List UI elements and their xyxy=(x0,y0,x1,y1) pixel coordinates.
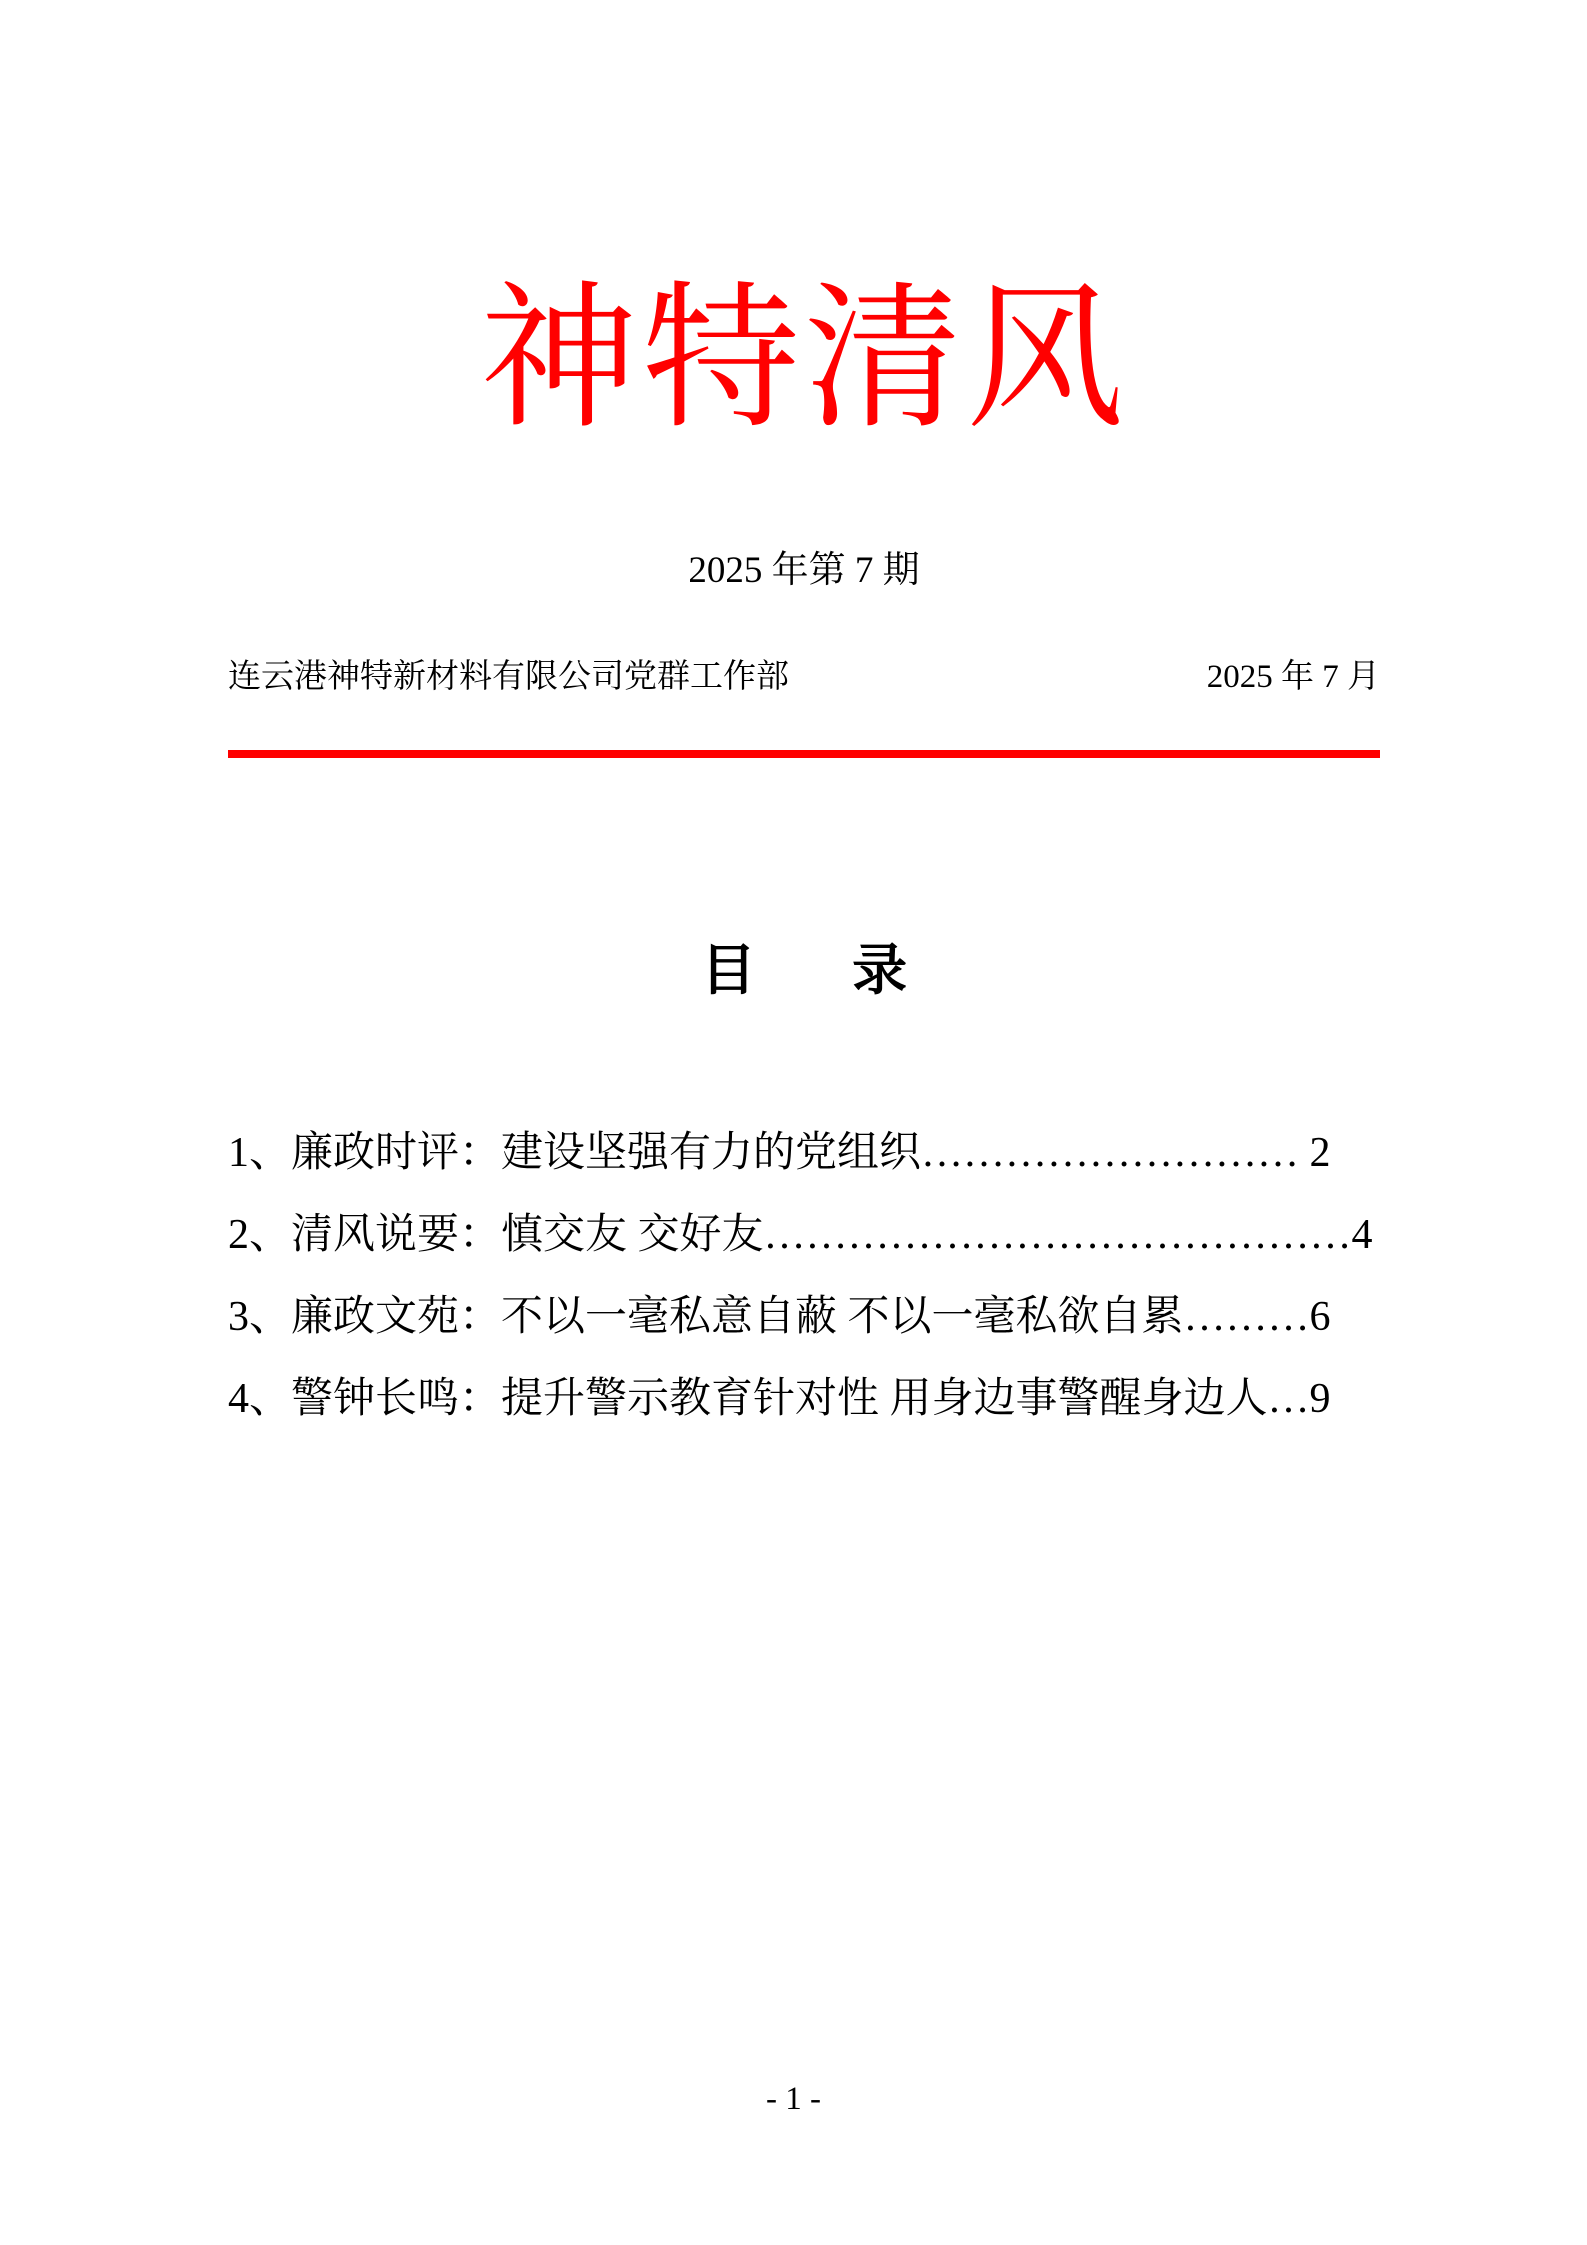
toc-item-2: 2、清风说要：慎交友 交好友……………………………………4 xyxy=(228,1212,1373,1258)
publish-date: 2025 年 7 月 xyxy=(1206,659,1380,695)
masthead-title: 神特清风 xyxy=(480,273,1128,448)
toc-item-3: 3、廉政文苑：不以一毫私意自蔽 不以一毫私欲自累………6 xyxy=(228,1294,1331,1340)
toc-item-1: 1、廉政时评：建设坚强有力的党组织……………………… 2 xyxy=(228,1130,1331,1176)
red-divider-rule xyxy=(228,750,1380,758)
toc-heading: 目 录 xyxy=(700,940,908,1001)
page-number: - 1 - xyxy=(766,2081,821,2117)
publisher-name: 连云港神特新材料有限公司党群工作部 xyxy=(228,659,789,695)
issue-line: 2025 年第 7 期 xyxy=(688,550,920,591)
toc-item-4: 4、警钟长鸣：提升警示教育针对性 用身边事警醒身边人…9 xyxy=(228,1376,1331,1422)
page-content xyxy=(228,0,1380,2245)
toc-list xyxy=(228,1112,1380,1440)
publisher-row xyxy=(228,656,1380,699)
